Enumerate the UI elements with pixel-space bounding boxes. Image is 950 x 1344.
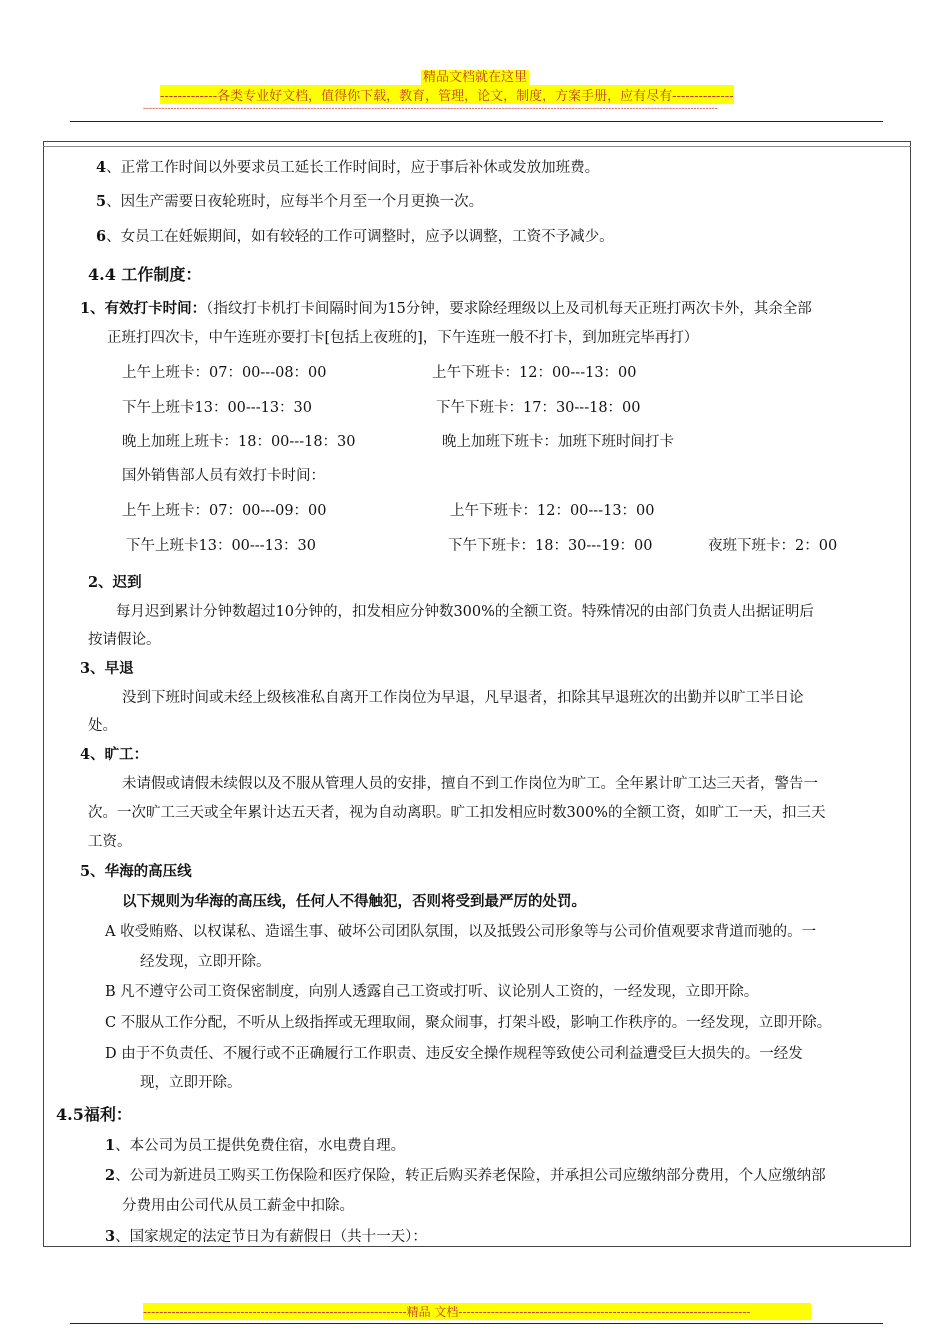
late-text-cont: 按请假论。 [88,632,161,648]
list-item: 5、因生产需要日夜轮班时，应每半个月至一个月更换一次。 [96,193,484,210]
time-row: 下午下班卡：18：30---19：00 [448,538,653,554]
time-row: 上午下班卡：12：00---13：00 [450,503,655,519]
absent-text-3: 工资。 [88,834,132,850]
time-row: 晚上加班上班卡：18：00---18：30 [122,434,356,450]
footer-rule [70,1323,883,1324]
welfare-item-3: 3、国家规定的法定节日为有薪假日（共十一天）： [105,1228,427,1245]
content-box-inner-rule [43,146,911,147]
time-row: 下午上班卡13：00---13：30 [126,538,317,554]
time-row: 夜班下班卡：2：00 [708,538,838,554]
early-leave-title: 3、早退 [80,660,134,677]
high-voltage-intro: 以下规则为华海的高压线，任何人不得触犯，否则将受到最严厉的处罚。 [122,893,586,910]
time-row: 晚上加班下班卡：加班下班时间打卡 [442,434,674,450]
absent-title: 4、旷工： [80,746,149,763]
time-row: 下午上班卡13：00---13：30 [122,400,313,416]
time-row: 下午下班卡：17：30---18：00 [436,400,641,416]
high-voltage-title: 5、华海的高压线 [80,863,192,880]
rule-d-cont: 现，立即开除。 [140,1075,242,1091]
rule-b: B 凡不遵守公司工资保密制度，向别人透露自己工资或打听、议论别人工资的，一经发现，立即开除。 [105,984,759,1000]
clock-in-paragraph-cont: 正班打四次卡，中午连班亦要打卡[包括上夜班的]，下午连班一般不打卡，到加班完毕再打） [107,330,699,346]
rule-a-cont: 经发现，立即开除。 [140,954,271,970]
welfare-item-2: 2、公司为新进员工购买工伤保险和医疗保险，转正后购买养老保险，并承担公司应缴纳部分费用，个人应缴纳部 [105,1167,826,1184]
absent-text-2: 次。一次旷工三天或全年累计达五天者，视为自动离职。旷工扣发相应时数300%的全额工资，如旷工一天，扣三天 [88,805,826,821]
late-title: 2、迟到 [88,574,142,591]
late-text: 每月迟到累计分钟数超过10分钟的，扣发相应分钟数300%的全额工资。特殊情况的由部门负责人出据证明后 [116,604,814,620]
clock-in-paragraph: 1、有效打卡时间：（指纹打卡机打卡间隔时间为15分钟，要求除经理级以上及司机每天正班打两次卡外，其余全部 [80,300,812,317]
early-leave-text: 没到下班时间或未经上级核准私自离开工作岗位为早退，凡早退者，扣除其早退班次的出勤并以旷工半日论 [122,690,804,706]
header-title: 精品文档就在这里 [422,70,527,85]
header-rule [70,121,883,122]
time-row: 上午下班卡：12：00---13：00 [432,365,637,381]
time-row: 上午上班卡：07：00---09：00 [122,503,327,519]
header-subtitle: -------------各类专业好文档，值得你下载，教育，管理，论文，制度，方案手册，应有尽有-------------- [160,85,734,104]
footer-banner: -----------------------------------------------------------------精品 文档------------------------------------------------------------------------ [143,1303,811,1320]
section-heading-4-5: 4.5福利： [56,1105,132,1124]
list-item: 6、女员工在妊娠期间，如有较轻的工作可调整时，应予以调整，工资不予减少。 [96,228,614,245]
list-item: 4、正常工作时间以外要求员工延长工作时间时，应于事后补休或发放加班费。 [96,159,600,176]
early-leave-text-cont: 处。 [88,718,117,734]
time-row: 上午上班卡：07：00---08：00 [122,365,327,381]
rule-d: D 由于不负责任、不履行或不正确履行工作职责、违反安全操作规程等致使公司利益遭受巨大损失的。一经发 [105,1046,803,1062]
rule-a: A 收受贿赂、以权谋私、造谣生事、破坏公司团队氛围，以及抵毁公司形象等与公司价值观要求背道而驰的。一 [105,924,817,940]
absent-text: 未请假或请假未续假以及不服从管理人员的安排，擅自不到工作岗位为旷工。全年累计旷工达三天者，警告一 [122,776,818,792]
welfare-item-1: 1、本公司为员工提供免费住宿，水电费自理。 [105,1137,406,1154]
rule-c: C 不服从工作分配，不听从上级指挥或无理取闹，聚众闹事，打架斗殴，影响工作秩序的。一经发现，立即开除。 [105,1015,832,1031]
header-dashes: --------------------------------------------------------------------------------------------------------------------------------------------------------------------------------------------- [143,104,718,114]
time-row: 国外销售部人员有效打卡时间： [122,468,325,484]
welfare-item-2-cont: 分费用由公司代从员工薪金中扣除。 [122,1198,354,1214]
section-heading-4-4: 4.4 工作制度： [88,265,202,284]
